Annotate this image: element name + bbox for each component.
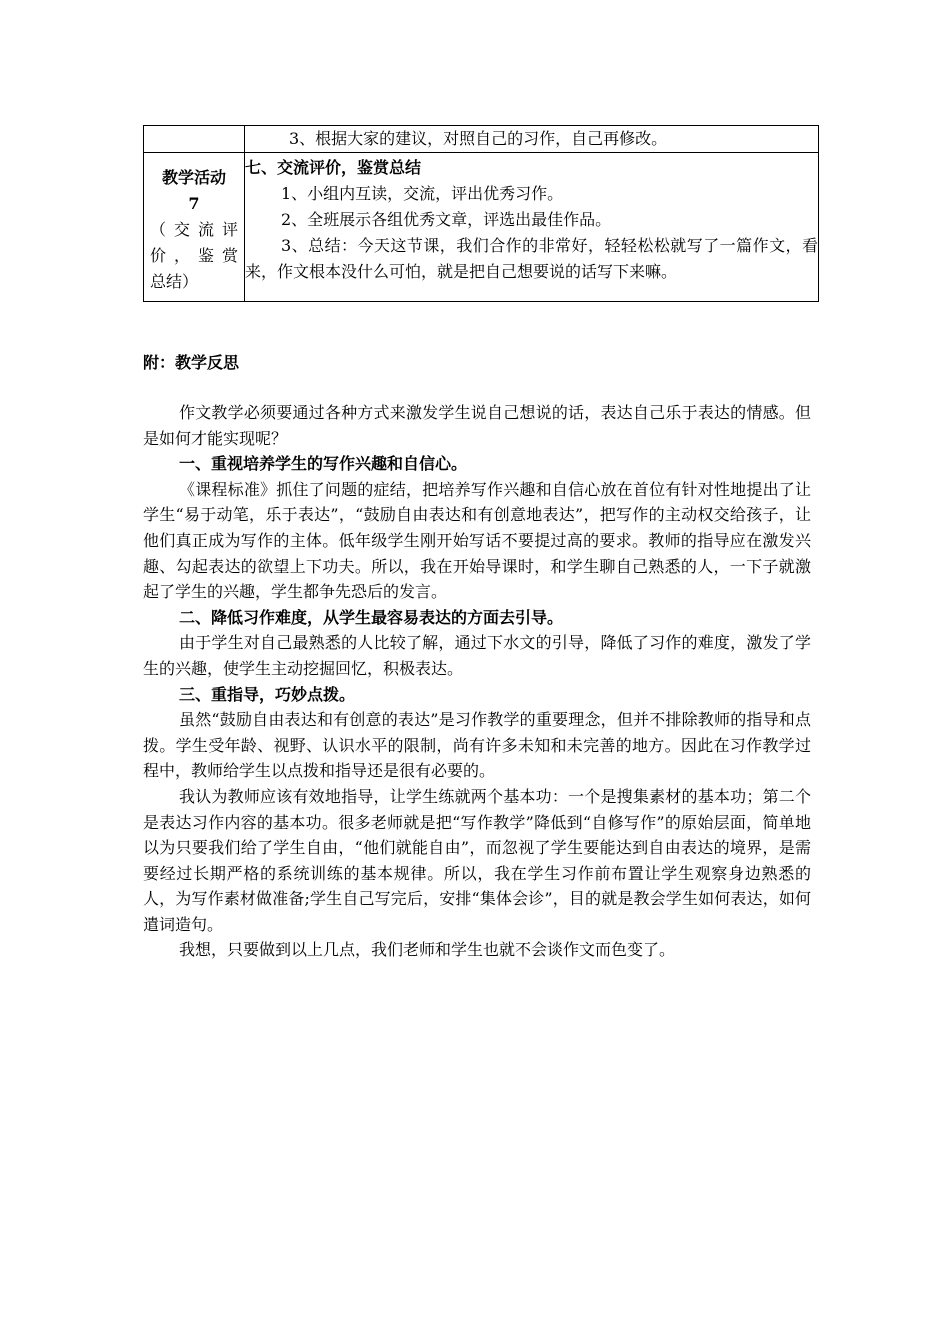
section-title: 七、交流评价，鉴赏总结 <box>245 158 422 177</box>
activity-title: 教学活动 <box>161 168 226 187</box>
paragraph-heading: 一、重视培养学生的写作兴趣和自信心。 <box>179 454 468 474</box>
table-row <box>144 126 819 153</box>
activity-subtitle-line: 价，鉴赏 <box>150 246 238 265</box>
activity-number: 7 <box>188 194 200 213</box>
reflection-body <box>143 400 811 963</box>
paragraph: 由于学生对自己最熟悉的人比较了解，通过下水文的引导，降低了习作的难度，激发了学生的兴趣，使学生主动挖掘回忆，积极表达。 <box>143 633 811 678</box>
lesson-table <box>143 125 819 302</box>
activity-cell-empty <box>144 126 245 153</box>
paragraph-heading: 二、降低习作难度，从学生最容易表达的方面去引导。 <box>179 607 564 627</box>
paragraph: 我认为教师应该有效地指导，让学生练就两个基本功：一个是搜集素材的基本功；第二个是表达习作内容的基本功。很多老师就是把“写作教学”降低到“自修写作”的原始层面，简单地以为只要我们给了学生自由，“他们就能自由”，而忽视了学生要能达到自由表达的境界，是需要经过长期严格的系统训练的基本规律。所以，我在学生习作前布置让学生观察身边熟悉的人，为写作素材做准备;学生自己写完后，安排“集体会诊”，目的就是教会学生如何表达，如何遣词造句。 <box>143 786 811 934</box>
paragraph: 《课程标准》抓住了问题的症结，把培养写作兴趣和自信心放在首位有针对性地提出了让学生“易于动笔，乐于表达”，“鼓励自由表达和有创意地表达”，把写作的主动权交给孩子，让他们真正成为写作的主体。低年级学生刚开始写话不要提过高的要求。教师的指导应在激发兴趣、勾起表达的欲望上下功夫。所以，我在开始导课时，和学生聊自己熟悉的人，一下子就激起了学生的兴趣，学生都争先恐后的发言。 <box>143 479 811 602</box>
content-cell <box>245 126 819 153</box>
content-cell <box>245 153 819 302</box>
reflection-section <box>143 350 811 963</box>
list-item: 2、全班展示各组优秀文章，评选出最佳作品。 <box>281 210 612 229</box>
activity-subtitle-line: 总结） <box>150 272 199 291</box>
revision-step: 3、根据大家的建议，对照自己的习作，自己再修改。 <box>289 129 668 148</box>
list-item: 3、总结：今天这节课，我们合作的非常好，轻轻松松就写了一篇作文，看来，作文根本没什么可怕，就是把自己想要说的话写下来嘛。 <box>245 236 818 281</box>
paragraph: 虽然“鼓励自由表达和有创意的表达”是习作教学的重要理念，但并不排除教师的指导和点拨。学生受年龄、视野、认识水平的限制，尚有许多未知和未完善的地方。因此在习作教学过程中，教师给学生以点拨和指导还是很有必要的。 <box>143 710 811 781</box>
paragraph-heading: 三、重指导，巧妙点拨。 <box>179 684 356 704</box>
activity-subtitle-line: （交流评 <box>150 220 238 239</box>
table-row <box>144 153 819 302</box>
activity-cell <box>144 153 245 302</box>
paragraph: 作文教学必须要通过各种方式来激发学生说自己想说的话，表达自己乐于表达的情感。但是如何才能实现呢？ <box>143 403 811 448</box>
reflection-title: 附：教学反思 <box>143 353 240 372</box>
list-item: 1、小组内互读，交流，评出优秀习作。 <box>281 184 564 203</box>
paragraph: 我想，只要做到以上几点，我们老师和学生也就不会谈作文而色变了。 <box>179 940 676 960</box>
